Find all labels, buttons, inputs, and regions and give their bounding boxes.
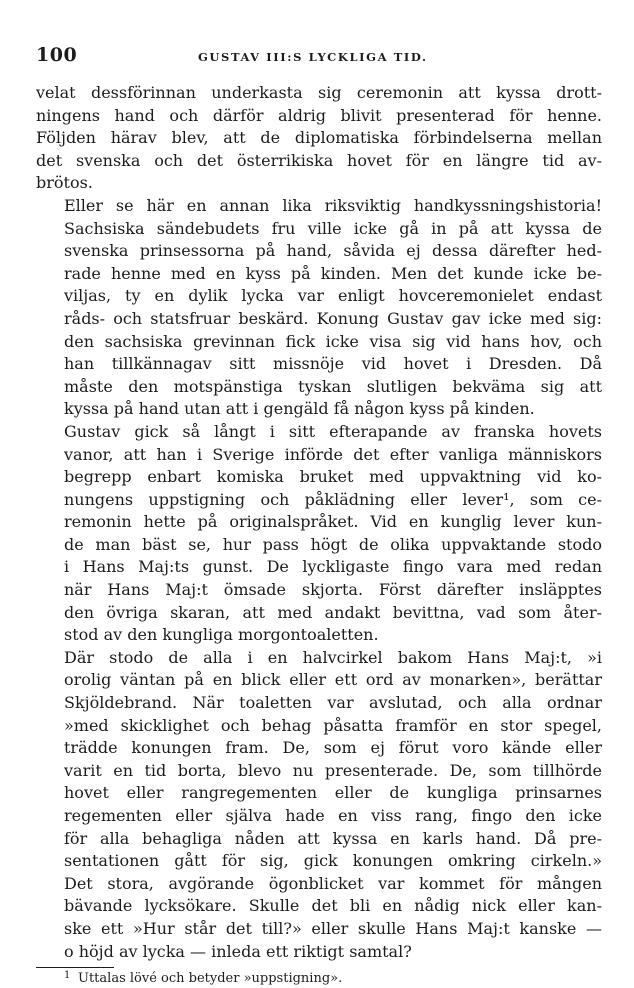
text-line: de man bäst se, hur pass högt de olika uppvaktande stodo bbox=[64, 534, 602, 554]
text-line: svenska prinsessorna på hand, såvida ej dessa därefter hed- bbox=[64, 241, 602, 261]
text-line: måste den motspänstiga tyskan slutligen bekväma sig att bbox=[64, 376, 602, 396]
text-line: brötos. bbox=[36, 173, 93, 193]
text-line: hovet eller rangregementen eller de kungliga prinsarnes bbox=[64, 783, 602, 803]
text-line: regementen eller själva hade en viss rang, fingo den icke bbox=[64, 806, 602, 825]
text-line: begrepp enbart komiska bruket med uppvaktning vid ko- bbox=[64, 467, 602, 487]
text-line: Där stodo de alla i en halvcirkel bakom Hans Maj:t, »i bbox=[64, 647, 602, 667]
text-line: sentationen gått för sig, gick konungen omkring cirkeln.» bbox=[64, 851, 602, 871]
footnote-marker: 1 bbox=[64, 970, 71, 982]
paragraph bbox=[36, 195, 602, 421]
text-line: stod av den kungliga morgontoaletten. bbox=[64, 625, 379, 645]
text-line: rade henne med en kyss på kinden. Men det kunde icke be- bbox=[64, 263, 602, 283]
paragraph bbox=[36, 421, 602, 647]
running-head bbox=[36, 44, 602, 70]
text-line: trädde konungen fram. De, som ej förut voro kände eller bbox=[64, 738, 602, 758]
text-line: han tillkännagav sitt missnöje vid hovet i Dresden. Då bbox=[64, 354, 602, 374]
page-number: 100 bbox=[36, 44, 78, 66]
text-line: ningens hand och därför aldrig blivit presenterad för henne. bbox=[36, 105, 602, 125]
text-line: för alla behagliga nåden att kyssa en karls hand. Då pre- bbox=[64, 828, 602, 848]
text-line: kyssa på hand utan att i gengäld få någon kyss på kinden. bbox=[64, 399, 535, 419]
text-line: Det stora, avgörande ögonblicket var kommet för mången bbox=[64, 873, 602, 893]
text-line: ske ett »Hur står det till?» eller skulle Hans Maj:t kanske — bbox=[64, 918, 602, 938]
paragraph bbox=[36, 82, 602, 195]
body-text bbox=[36, 82, 602, 963]
text-line: varit en tid borta, blevo nu presenterade. De, som tillhörde bbox=[64, 760, 602, 780]
text-line: det svenska och det österrikiska hovet för en längre tid av- bbox=[36, 150, 602, 170]
text-line: den övriga skaran, att med andakt bevittna, vad som åter- bbox=[64, 602, 602, 622]
text-line: Sachsiska sändebudets fru ville icke gå in på att kyssa de bbox=[64, 218, 602, 238]
book-page bbox=[36, 44, 602, 988]
text-line: bävande lycksökare. Skulle det bli en nådig nick eller kan- bbox=[64, 896, 602, 916]
text-line: »med skicklighet och behag påsatta framför en stor spegel, bbox=[64, 715, 602, 735]
running-title: GUSTAV III:S LYCKLIGA TID. bbox=[198, 50, 428, 64]
text-line: råds- och statsfruar beskärd. Konung Gustav gav icke med sig: bbox=[64, 308, 602, 328]
text-line: när Hans Maj:t ömsade skjorta. Först därefter insläpptes bbox=[64, 580, 602, 600]
text-line: Följden härav blev, att de diplomatiska förbindelserna mellan bbox=[36, 128, 602, 148]
text-line: Eller se här en annan lika riksviktig handkyssningshistoria! bbox=[64, 195, 602, 215]
text-line: Gustav gick så långt i sitt efterapande av franska hovets bbox=[64, 421, 602, 441]
text-line: den sachsiska grevinnan fick icke visa sig vid hans hov, och bbox=[64, 331, 602, 351]
text-line: o höjd av lycka — inleda ett riktigt samtal? bbox=[64, 941, 412, 961]
text-line: velat dessförinnan underkasta sig ceremonin att kyssa drott- bbox=[36, 83, 602, 102]
text-line: i Hans Maj:ts gunst. De lyckligaste fingo vara med redan bbox=[64, 557, 602, 577]
footnote-text: Uttalas lövé och betyder »uppstigning». bbox=[78, 971, 343, 987]
text-line: Skjöldebrand. När toaletten var avslutad, och alla ordnar bbox=[64, 693, 602, 713]
paragraph bbox=[36, 647, 602, 963]
text-line: viljas, ty en dylik lycka var enligt hovceremonielet endast bbox=[64, 286, 602, 306]
text-line: nungens uppstigning och påklädning eller lever¹, som ce- bbox=[64, 489, 602, 509]
text-line: orolig väntan på en blick eller ett ord av monarken», berättar bbox=[64, 670, 602, 690]
text-line: vanor, att han i Sverige införde det efter vanliga människors bbox=[64, 444, 602, 464]
footnote bbox=[36, 970, 602, 988]
text-line: remonin hette på originalspråket. Vid en kunglig lever kun- bbox=[64, 512, 602, 532]
footnote-divider bbox=[36, 967, 114, 968]
